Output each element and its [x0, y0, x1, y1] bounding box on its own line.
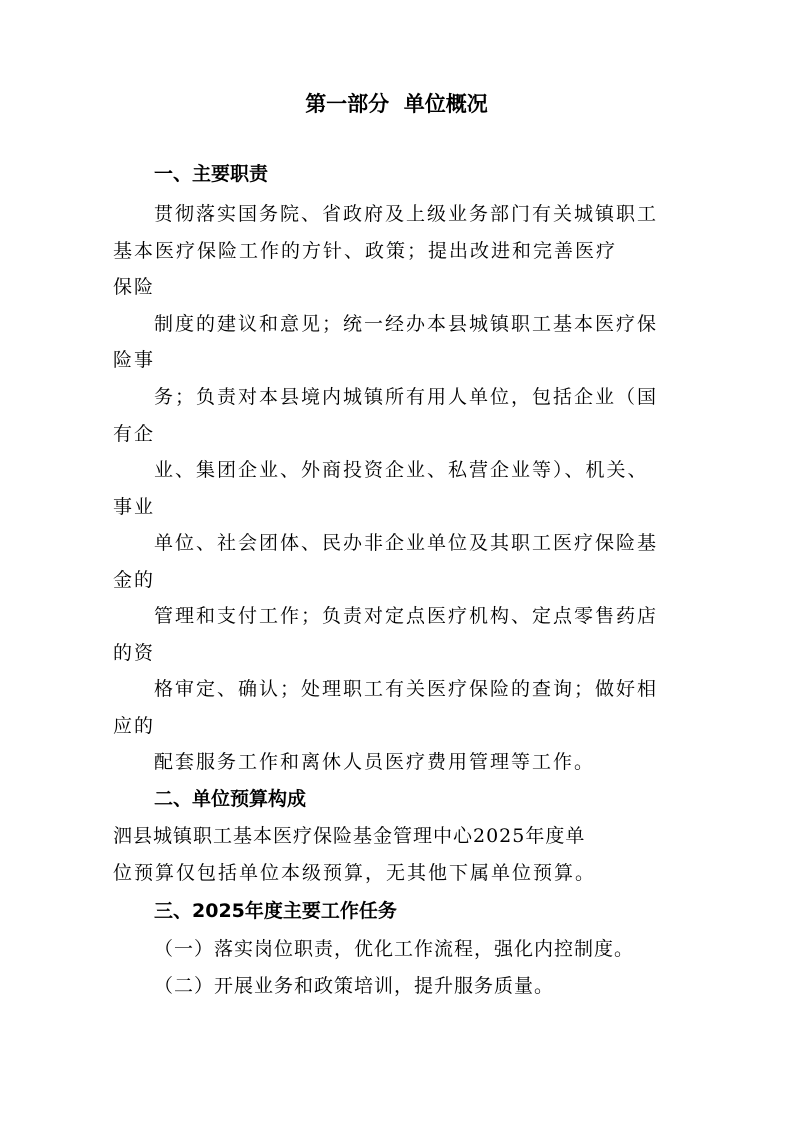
paragraph-line: 泗县城镇职工基本医疗保险基金管理中心2025年度单: [113, 825, 586, 847]
paragraph-line: 金的: [113, 569, 156, 591]
paragraph-line: 的资: [113, 642, 156, 664]
task-item: （二）开展业务和政策培训，提升服务质量。: [154, 975, 555, 997]
section-heading-budget-composition: 二、单位预算构成: [154, 788, 307, 810]
paragraph-line: 有企: [113, 423, 156, 445]
paragraph-line: 单位、社会团体、民办非企业单位及其职工医疗保险基: [154, 532, 659, 554]
page-title: 第一部分 单位概况: [305, 92, 488, 116]
paragraph-line: 位预算仅包括单位本级预算，无其他下属单位预算。: [113, 862, 597, 884]
paragraph-line: 管理和支付工作；负责对定点医疗机构、定点零售药店: [154, 605, 659, 627]
paragraph-line: 配套服务工作和离休人员医疗费用管理等工作。: [154, 751, 596, 773]
paragraph-line: 业、集团企业、外商投资企业、私营企业等）、机关、: [154, 459, 649, 481]
paragraph-line: 保险: [113, 276, 156, 298]
paragraph-line: 应的: [113, 715, 156, 737]
paragraph-line: 事业: [113, 496, 156, 518]
section-heading-duties: 一、主要职责: [154, 163, 269, 185]
section-heading-main-tasks: 三、2025年度主要工作任务: [154, 900, 397, 922]
paragraph-line: 制度的建议和意见；统一经办本县城镇职工基本医疗保: [154, 313, 659, 335]
paragraph-line: 险事: [113, 349, 156, 371]
paragraph-line: 基本医疗保险工作的方针、政策；提出改进和完善医疗: [113, 240, 618, 262]
task-item: （一）落实岗位职责，优化工作流程，强化内控制度。: [154, 938, 635, 960]
paragraph-line: 格审定、确认；处理职工有关医疗保险的查询；做好相: [154, 678, 659, 700]
paragraph-line: 贯彻落实国务院、省政府及上级业务部门有关城镇职工: [154, 203, 659, 225]
paragraph-line: 务；负责对本县境内城镇所有用人单位，包括企业（国: [154, 386, 659, 408]
